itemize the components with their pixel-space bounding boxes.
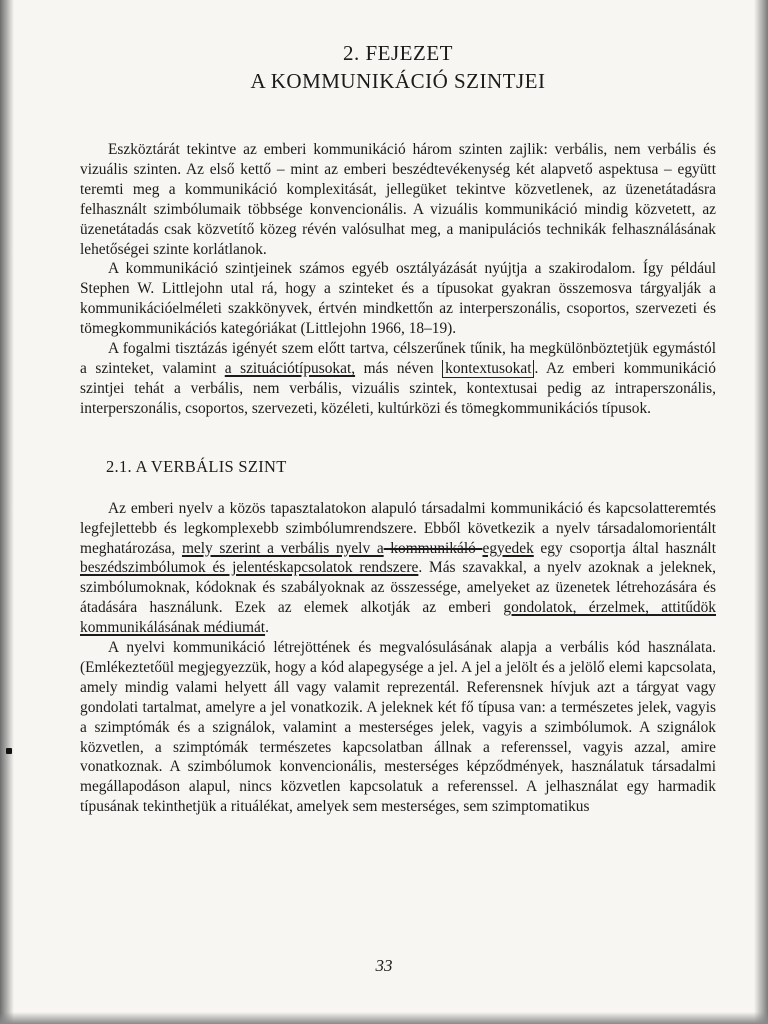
chapter-title: A KOMMUNIKÁCIÓ SZINTJEI [250, 69, 546, 93]
p3-middle: más néven [355, 359, 443, 377]
page [80, 40, 716, 817]
s1-underline-4: gondolatok, érzelmek, attitűdök kommunikálásának médiumát [80, 599, 717, 637]
s1-after: . Más szavakkal, a nyelv azoknak a jeleknek, szimbólumoknak, kódoknak és szabályoknak az összessége, amelyeket az üzenetek létrehozására és átadására használunk. Ezek az elemek alkotják az emberi [80, 559, 716, 617]
section-paragraph-2: A nyelvi kommunikáció létrejöttének és megvalósulásának alapja a verbális kód használata. (Emlékeztetőül megjegyezzük, hogy a kód alapegysége a jel. A jel a jelölt és a jelölő elemi kapcsolata, amely mindig valami helyett áll vagy valamit reprezentál. Referensnek hívjuk azt a tárgyat vagy gondolati tartalmat, amelyre a jel vonatkozik. A jeleknek két fő típusa van: a természetes jelek, vagyis a szimptómák és a szignálok, valamint a mesterséges jelek, vagyis a szimbólumok. A szignálok közvetlen, a szimptómák természetes kapcsolatban állnak a referenssel, vagyis azzal, amire vonatkoznak. A szimbólumok konvencionális, mesterséges képződmények, használatuk társadalmi megállapodáson alapul, nincs közvetlen kapcsolatuk a referenssel. A jelhasználat egy harmadik típusának tekinthetjük a rituálékat, amelyek sem mesterséges, sem szimptomatikus [80, 639, 716, 816]
page-number: 33 [375, 956, 393, 975]
p3-underlined: a szituációtípusokat, [224, 359, 356, 377]
paragraph-2: A kommunikáció szintjeinek számos egyéb osztályázását nyújtja a szakirodalom. Így például Stephen W. Littlejohn utal rá, hogy a szinteket és a típusokat gyakran összemosva tárgyalják a kommunikációelméleti szakkönyvek, értvén mindkettőn az interperszonális, csoportos, szervezeti és tömegkommunikációs kategóriákat (Littlejohn 1966, 18–19). [80, 260, 716, 338]
scan-edge-bottom [0, 1012, 768, 1024]
s1-underline-1: mely szerint a verbális nyelv a [181, 539, 384, 557]
chapter-number: 2. FEJEZET [343, 41, 453, 65]
p3-after: . Az emberi kommunikáció szintjei tehát a verbális, nem verbális, vizuális szintek, kontextusai pedig az intraperszonális, interperszonális, csoportos, szervezeti, közéleti, kultúrközi és tömegkommunikációs típusok. [80, 359, 716, 417]
scan-edge-right [754, 0, 768, 1024]
verbal-section [80, 499, 716, 818]
p3-boxed: kontextusokat [442, 360, 534, 378]
paragraph-3 [80, 339, 716, 419]
s1-before: Az emberi nyelv a közös tapasztalatokon alapuló társadalmi kommunikáció és kapcsolatteremtés legfejlettebb és legkomplexebb szimbólumrendszere. Ebből következik a nyelv társadalomorientált meghatározása, [80, 499, 716, 557]
section-heading: 2.1. A VERBÁLIS SZINT [106, 456, 287, 476]
scan-edge-left [0, 0, 14, 1024]
s1-underline-3: beszédszimbólumok és jelentéskapcsolatok rendszere [80, 559, 419, 577]
paragraph-1: Eszköztárát tekintve az emberi kommunikáció három szinten zajlik: verbális, nem verbális és vizuális szinten. Az első kettő – mint az emberi beszédtevékenység két alapvető aspektusa – együtt teremti meg a kommunikáció komplexitását, jellegüket tekintve közvetlenek, az üzenetátadásra felhasznált szimbólumaik többsége konvencionális. A vizuális kommunikáció mindig közvetett, az üzenetátadás csak közvetítő közeg révén valósulhat meg, a manipulációs technikák felhasználásának lehetőségei szinte korlátlanok. [80, 141, 716, 258]
section-paragraph-1 [80, 499, 716, 638]
s1-underline-2: egyedek [482, 539, 534, 557]
s1-middle: egy csoportja által használt [533, 539, 716, 557]
s1-end: . [265, 619, 269, 637]
s1-strike: kommunikáló [383, 539, 483, 557]
p3-before: A fogalmi tisztázás igényét szem előtt tartva, célszerűnek tűnik, ha megkülönböztetjük egymástól a szinteket, valamint [80, 340, 716, 377]
intro-section [80, 140, 716, 419]
margin-mark [6, 748, 12, 754]
